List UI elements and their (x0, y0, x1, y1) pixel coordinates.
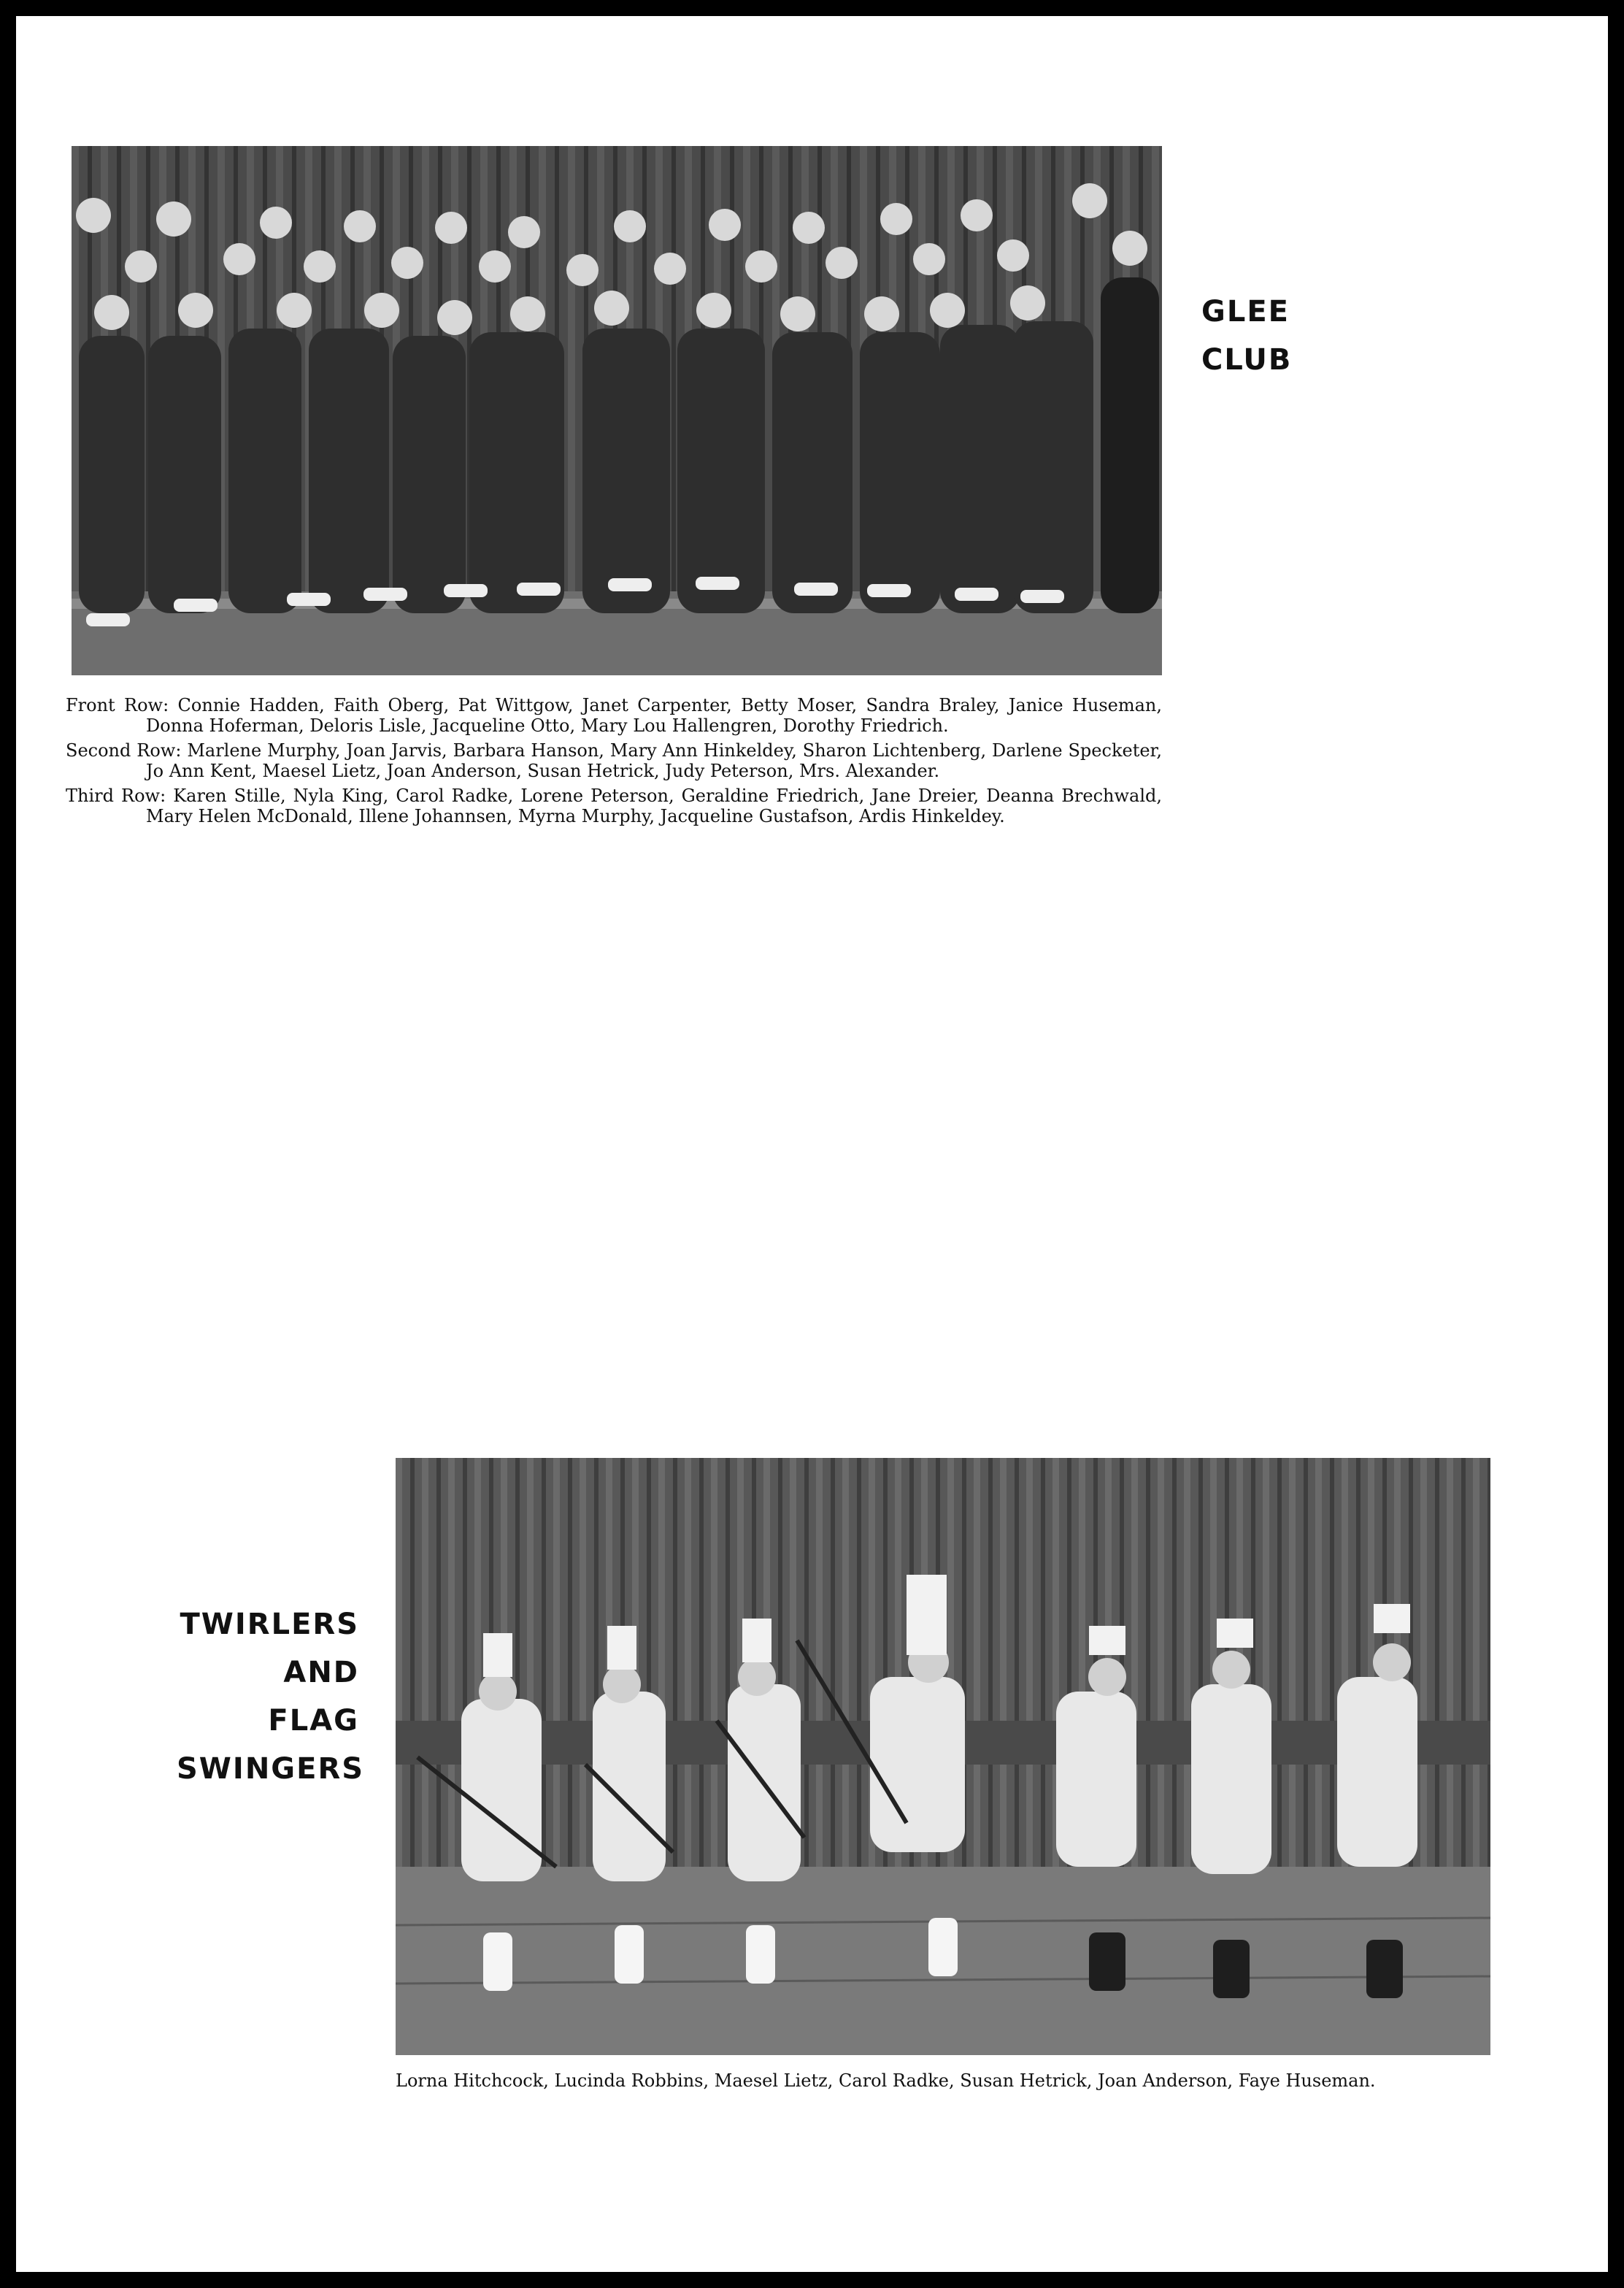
twirlers-heading-line4: SWINGERS (177, 1752, 365, 1786)
glee-club-second-row: Second Row: Marlene Murphy, Joan Jarvis, Barbara Hanson, Mary Ann Hinkeldey, Sharon Lichtenberg, Darlene Specketer, Jo Ann Kent, Maesel Lietz, Joan Anderson, Susan Hetrick, Judy Peterson, Mrs. Alexander. (66, 740, 1162, 781)
twirlers-caption: Lorna Hitchcock, Lucinda Robbins, Maesel Lietz, Carol Radke, Susan Hetrick, Joan Anderson, Faye Huseman. (396, 2070, 1376, 2091)
twirlers-heading (177, 1600, 365, 1793)
yearbook-page (16, 16, 1608, 2272)
glee-club-photo (72, 146, 1162, 675)
glee-club-front-row: Front Row: Connie Hadden, Faith Oberg, Pat Wittgow, Janet Carpenter, Betty Moser, Sandra Braley, Janice Huseman, Donna Hoferman, Deloris Lisle, Jacqueline Otto, Mary Lou Hallengren, Dorothy Friedrich. (66, 695, 1162, 736)
twirlers-photo (396, 1458, 1490, 2055)
glee-club-heading (1201, 288, 1292, 384)
glee-club-heading-line1: GLEE (1201, 295, 1290, 329)
twirlers-heading-line3: FLAG (268, 1704, 359, 1738)
glee-club-caption (66, 695, 1162, 831)
twirlers-heading-line1: TWIRLERS (180, 1608, 359, 1641)
glee-club-third-row: Third Row: Karen Stille, Nyla King, Carol Radke, Lorene Peterson, Geraldine Friedrich, Jane Dreier, Deanna Brechwald, Mary Helen McDonald, Illene Johannsen, Myrna Murphy, Jacqueline Gustafson, Ardis Hinkeldey. (66, 786, 1162, 826)
twirlers-heading-line2: AND (283, 1656, 359, 1689)
glee-club-heading-line2: CLUB (1201, 343, 1293, 377)
